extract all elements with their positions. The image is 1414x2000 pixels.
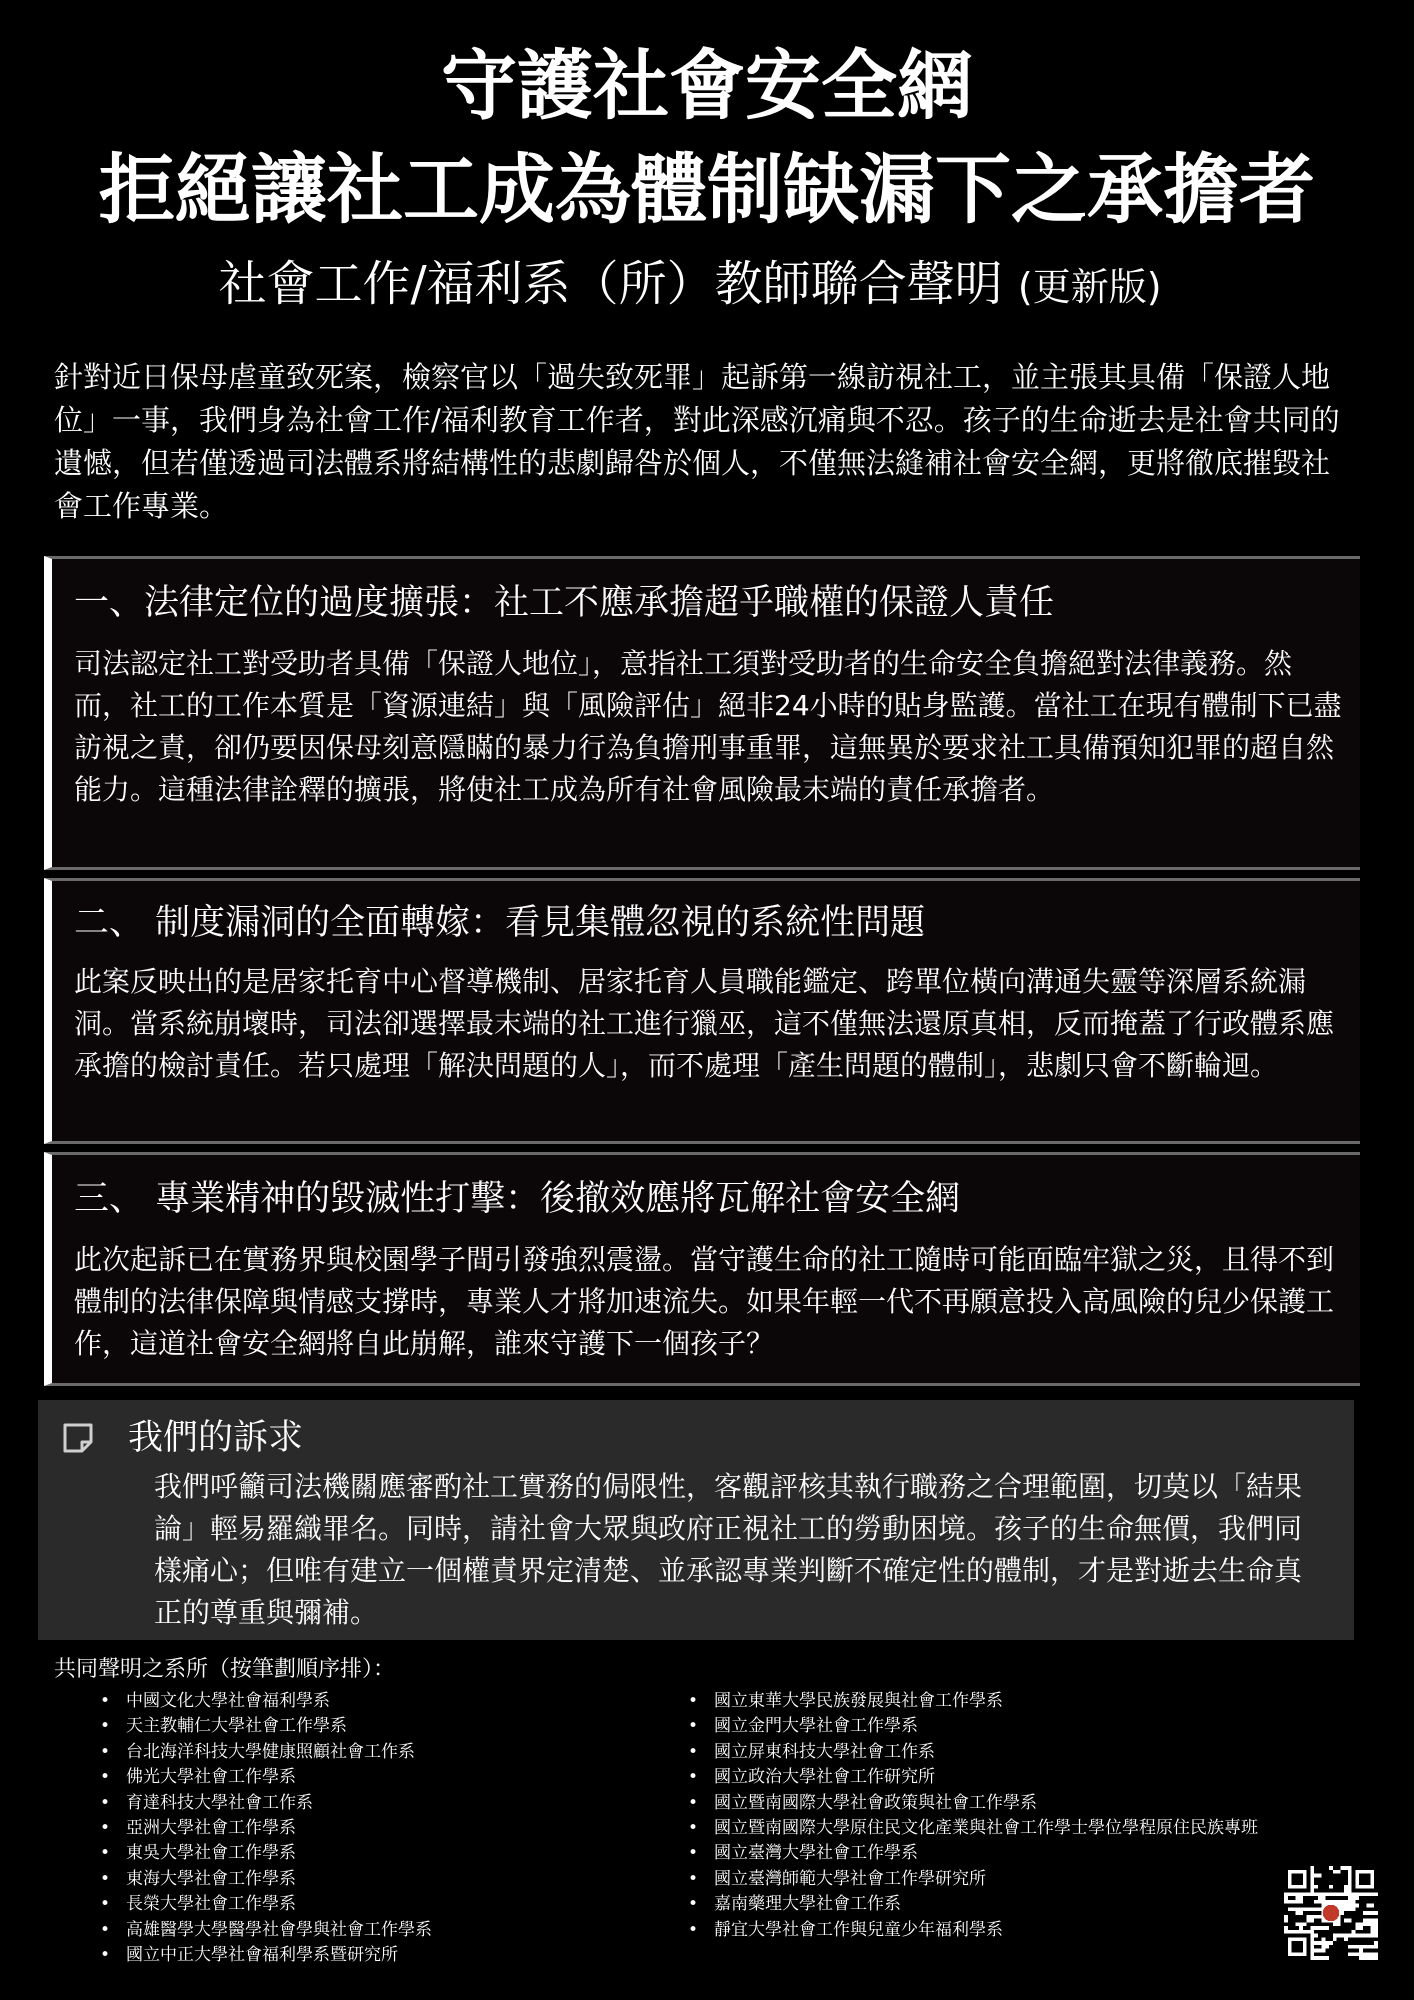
list-item: • 靜宜大學社會工作與兒童少年福利學系	[684, 1918, 1258, 1943]
subtitle-text: 社會工作/福利系（所）教師聯合聲明	[218, 256, 1003, 312]
list-item: • 國立中正大學社會福利學系暨研究所	[96, 1943, 432, 1968]
list-item: • 天主教輔仁大學社會工作學系	[96, 1714, 432, 1739]
intro-paragraph: 針對近日保母虐童致死案，檢察官以「過失致死罪」起訴第一線訪視社工，並主張其具備「保證人地位」一事，我們身為社會工作/福利教育工作者，對此深感沉痛與不忍。孩子的生命逝去是社會共同的遺憾，但若僅透過司法體系將結構性的悲劇歸咎於個人，不僅無法縫補社會安全網，更將徹底摧毀社會工作專業。	[54, 360, 1340, 523]
subtitle-note: (更新版)	[1017, 265, 1162, 309]
qr-code-icon[interactable]	[1284, 1866, 1378, 1960]
section-professional-impact	[44, 1152, 1360, 1386]
page-title-line2: 拒絕讓社工成為體制缺漏下之承擔者	[99, 145, 1315, 234]
section-heading: 二、 制度漏洞的全面轉嫁：看見集體忽視的系統性問題	[74, 903, 926, 943]
section-heading: 三、 專業精神的毀滅性打擊：後撤效應將瓦解社會安全網	[74, 1179, 961, 1219]
section-heading: 一、法律定位的過度擴張：社工不應承擔超乎職權的保證人責任	[74, 583, 1055, 623]
list-item: • 國立暨南國際大學社會政策與社會工作學系	[684, 1791, 1258, 1816]
section-system-loopholes	[44, 878, 1360, 1144]
list-item: • 嘉南藥理大學社會工作系	[684, 1892, 1258, 1917]
demand-body: 我們呼籲司法機關應審酌社工實務的侷限性，客觀評核其執行職務之合理範圍，切莫以「結果論」輕易羅織罪名。同時，請社會大眾與政府正視社工的勞動困境。孩子的生命無價，我們同樣痛心；但唯有建立一個權責界定清楚、並承認專業判斷不確定性的體制，才是對逝去生命真正的尊重與彌補。	[154, 1470, 1303, 1629]
page-subtitle	[0, 252, 1380, 319]
list-item: • 東海大學社會工作學系	[96, 1867, 432, 1892]
section-body: 司法認定社工對受助者具備「保證人地位」，意指社工須對受助者的生命安全負擔絕對法律義務。然而，社工的工作本質是「資源連結」與「風險評估」絕非24小時的貼身監護。當社工在現有體制下已盡訪視之責，卻仍要因保母刻意隱瞞的暴力行為負擔刑事重罪，這無異於要求社工具備預知犯罪的超自然能力。這種法律詮釋的擴張，將使社工成為所有社會風險最末端的責任承擔者。	[74, 647, 1342, 806]
page-title-line1: 守護社會安全網	[441, 41, 973, 130]
list-item: • 國立東華大學民族發展與社會工作學系	[684, 1689, 1258, 1714]
signatories-title: 共同聲明之系所（按筆劃順序排）：	[54, 1657, 396, 1682]
list-item: • 高雄醫學大學醫學社會學與社會工作學系	[96, 1918, 432, 1943]
demand-box	[38, 1400, 1354, 1640]
list-item: • 國立臺灣大學社會工作學系	[684, 1841, 1258, 1866]
signatories-list-right	[684, 1689, 1258, 1943]
section-body: 此案反映出的是居家托育中心督導機制、居家托育人員職能鑑定、跨單位橫向溝通失靈等深層系統漏洞。當系統崩壞時，司法卻選擇最末端的社工進行獵巫，這不僅無法還原真相，反而掩蓋了行政體系應承擔的檢討責任。若只處理「解決問題的人」，而不處理「產生問題的體制」，悲劇只會不斷輪迴。	[74, 965, 1335, 1082]
list-item: • 佛光大學社會工作學系	[96, 1765, 432, 1790]
section-legal-position	[44, 556, 1360, 870]
list-item: • 國立屏東科技大學社會工作系	[684, 1740, 1258, 1765]
list-item: • 國立政治大學社會工作研究所	[684, 1765, 1258, 1790]
list-item: • 國立臺灣師範大學社會工作學研究所	[684, 1867, 1258, 1892]
list-item: • 中國文化大學社會福利學系	[96, 1689, 432, 1714]
note-icon	[60, 1420, 96, 1456]
list-item: • 長榮大學社會工作學系	[96, 1892, 432, 1917]
list-item: • 國立暨南國際大學原住民文化產業與社會工作學士學位學程原住民族專班	[684, 1816, 1258, 1841]
list-item: • 台北海洋科技大學健康照顧社會工作系	[96, 1740, 432, 1765]
list-item: • 東吳大學社會工作學系	[96, 1841, 432, 1866]
list-item: • 國立金門大學社會工作學系	[684, 1714, 1258, 1739]
section-body: 此次起訴已在實務界與校園學子間引發強烈震盪。當守護生命的社工隨時可能面臨牢獄之災，且得不到體制的法律保障與情感支撐時，專業人才將加速流失。如果年輕一代不再願意投入高風險的兒少保護工作，這道社會安全網將自此崩解，誰來守護下一個孩子？	[74, 1243, 1335, 1360]
list-item: • 亞洲大學社會工作學系	[96, 1816, 432, 1841]
list-item: • 育達科技大學社會工作系	[96, 1791, 432, 1816]
demand-heading: 我們的訴求	[128, 1418, 304, 1458]
signatories-list-left	[96, 1689, 432, 1968]
